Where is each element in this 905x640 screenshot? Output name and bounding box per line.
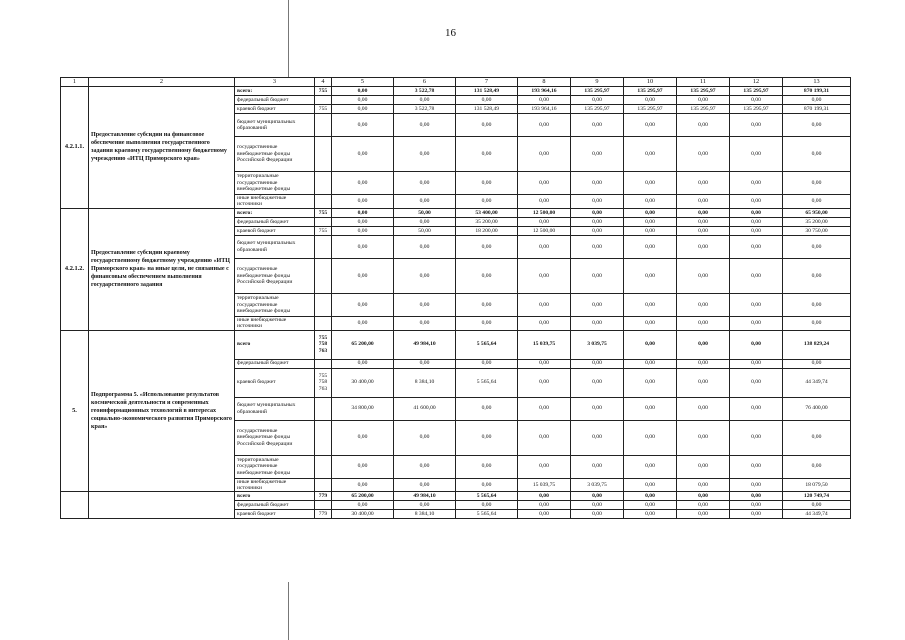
value-col-9: 0,00 [571,235,624,258]
funding-source: территориальные государственные внебюджетные фонды [235,172,315,195]
value-col-9: 0,00 [571,316,624,330]
value-col-7: 0,00 [456,195,518,209]
value-col-10: 0,00 [624,208,677,217]
funding-source: иные внебюджетные источники [235,316,315,330]
value-col-11: 0,00 [677,235,730,258]
value-col-7: 0,00 [456,455,518,478]
value-col-8: 0,00 [518,316,571,330]
value-col-5: 0,00 [332,293,394,316]
value-col-12: 0,00 [730,397,783,420]
value-col-12: 0,00 [730,226,783,235]
value-col-10: 0,00 [624,397,677,420]
value-col-10: 0,00 [624,455,677,478]
value-col-11: 0,00 [677,501,730,510]
value-col-5: 0,00 [332,359,394,368]
value-col-10: 0,00 [624,293,677,316]
value-col-8: 0,00 [518,96,571,105]
value-col-11: 0,00 [677,397,730,420]
value-col-10: 0,00 [624,359,677,368]
value-col-13: 138 829,24 [783,330,851,359]
value-col-5: 0,00 [332,226,394,235]
value-col-10: 0,00 [624,501,677,510]
value-col-13: 30 750,00 [783,226,851,235]
section-description: Предоставление субсидии краевому государственному бюджетному учреждению «ИТЦ Приморского края» на иные цели, не связанные с финансовым обеспечением выполнения государственного задания [89,208,235,330]
value-col-5: 0,00 [332,195,394,209]
value-col-6: 0,00 [394,195,456,209]
budget-code [315,316,332,330]
table-row [61,330,851,359]
funding-source: федеральный бюджет [235,501,315,510]
value-col-10: 0,00 [624,137,677,172]
budget-table [60,77,851,519]
value-col-10: 0,00 [624,217,677,226]
value-col-5: 34 800,00 [332,397,394,420]
scan-fold-line-bottom [288,582,289,640]
value-col-10: 0,00 [624,420,677,455]
value-col-9: 0,00 [571,258,624,293]
value-col-9: 3 039,75 [571,330,624,359]
column-number-12: 12 [730,78,783,87]
value-col-11: 0,00 [677,359,730,368]
value-col-7: 0,00 [456,420,518,455]
value-col-12: 0,00 [730,478,783,492]
value-col-7: 0,00 [456,172,518,195]
column-number-10: 10 [624,78,677,87]
value-col-8: 12 500,00 [518,208,571,217]
value-col-6: 0,00 [394,258,456,293]
value-col-13: 35 200,00 [783,217,851,226]
value-col-11: 0,00 [677,330,730,359]
value-col-12: 0,00 [730,368,783,397]
value-col-6: 0,00 [394,359,456,368]
value-col-11: 0,00 [677,316,730,330]
value-col-6: 3 522,78 [394,87,456,96]
value-col-7: 0,00 [456,114,518,137]
value-col-11: 135 295,97 [677,87,730,96]
value-col-5: 0,00 [332,501,394,510]
budget-code: 755 758 763 [315,330,332,359]
value-col-9: 0,00 [571,492,624,501]
value-col-13: 18 079,50 [783,478,851,492]
value-col-6: 3 522,78 [394,105,456,114]
budget-code [315,217,332,226]
value-col-13: 0,00 [783,420,851,455]
value-col-5: 0,00 [332,208,394,217]
value-col-9: 0,00 [571,172,624,195]
value-col-10: 135 295,97 [624,105,677,114]
value-col-12: 0,00 [730,137,783,172]
budget-code [315,478,332,492]
value-col-12: 135 295,97 [730,105,783,114]
value-col-12: 0,00 [730,208,783,217]
value-col-9: 3 039,75 [571,478,624,492]
budget-code: 755 [315,208,332,217]
funding-source: всего: [235,87,315,96]
value-col-13: 0,00 [783,96,851,105]
value-col-11: 0,00 [677,510,730,519]
budget-code [315,172,332,195]
value-col-12: 0,00 [730,96,783,105]
value-col-13: 0,00 [783,316,851,330]
value-col-8: 0,00 [518,455,571,478]
funding-source: бюджет муниципальных образований [235,114,315,137]
value-col-11: 0,00 [677,226,730,235]
value-col-13: 0,00 [783,195,851,209]
value-col-13: 76 400,00 [783,397,851,420]
value-col-6: 0,00 [394,137,456,172]
value-col-9: 0,00 [571,137,624,172]
value-col-10: 0,00 [624,368,677,397]
value-col-5: 65 200,00 [332,330,394,359]
value-col-12: 0,00 [730,258,783,293]
column-number-5: 5 [332,78,394,87]
value-col-8: 0,00 [518,501,571,510]
table-row [61,208,851,217]
value-col-10: 0,00 [624,226,677,235]
funding-source: государственные внебюджетные фонды Российской Федерации [235,137,315,172]
budget-code: 755 [315,105,332,114]
funding-source: бюджет муниципальных образований [235,235,315,258]
budget-code [315,195,332,209]
header-row [61,78,851,87]
value-col-6: 49 984,10 [394,330,456,359]
budget-code: 755 [315,87,332,96]
value-col-7: 18 200,00 [456,226,518,235]
value-col-9: 0,00 [571,195,624,209]
value-col-12: 0,00 [730,217,783,226]
value-col-5: 30 400,00 [332,368,394,397]
column-number-8: 8 [518,78,571,87]
value-col-9: 0,00 [571,226,624,235]
value-col-8: 0,00 [518,359,571,368]
value-col-5: 0,00 [332,316,394,330]
value-col-7: 0,00 [456,96,518,105]
value-col-6: 0,00 [394,478,456,492]
value-col-7: 0,00 [456,316,518,330]
value-col-11: 0,00 [677,420,730,455]
value-col-6: 0,00 [394,217,456,226]
value-col-6: 8 384,10 [394,510,456,519]
value-col-6: 0,00 [394,172,456,195]
value-col-8: 15 039,75 [518,330,571,359]
budget-code [315,258,332,293]
value-col-8: 0,00 [518,510,571,519]
value-col-10: 135 295,97 [624,87,677,96]
value-col-6: 50,00 [394,226,456,235]
value-col-5: 0,00 [332,258,394,293]
value-col-6: 0,00 [394,501,456,510]
value-col-10: 0,00 [624,114,677,137]
value-col-7: 131 528,49 [456,105,518,114]
value-col-6: 0,00 [394,316,456,330]
value-col-12: 0,00 [730,172,783,195]
column-number-9: 9 [571,78,624,87]
value-col-12: 0,00 [730,492,783,501]
value-col-11: 0,00 [677,172,730,195]
section-description [89,492,235,519]
section-description: Предоставление субсидии на финансовое обеспечение выполнения государственного задания краевому государственному бюджетному учреждению «ИТЦ Приморского края» [89,87,235,209]
column-number-2: 2 [89,78,235,87]
section-number: 4.2.1.1. [61,87,89,209]
funding-source: краевой бюджет [235,105,315,114]
value-col-7: 0,00 [456,293,518,316]
table-body [61,78,851,519]
value-col-8: 0,00 [518,420,571,455]
value-col-12: 0,00 [730,195,783,209]
value-col-12: 0,00 [730,455,783,478]
value-col-13: 44 349,74 [783,368,851,397]
value-col-9: 0,00 [571,420,624,455]
value-col-13: 65 950,00 [783,208,851,217]
value-col-7: 0,00 [456,235,518,258]
value-col-10: 0,00 [624,258,677,293]
page-number: 16 [445,27,456,39]
value-col-12: 0,00 [730,501,783,510]
value-col-13: 870 199,31 [783,87,851,96]
value-col-13: 0,00 [783,235,851,258]
value-col-12: 0,00 [730,420,783,455]
budget-code [315,137,332,172]
budget-code [315,501,332,510]
value-col-7: 0,00 [456,258,518,293]
column-number-3: 3 [235,78,315,87]
section-number: 5. [61,330,89,492]
value-col-5: 0,00 [332,87,394,96]
value-col-7: 5 565,64 [456,492,518,501]
funding-source: государственные внебюджетные фонды Российской Федерации [235,258,315,293]
value-col-6: 0,00 [394,455,456,478]
value-col-8: 0,00 [518,114,571,137]
value-col-9: 0,00 [571,114,624,137]
budget-code [315,293,332,316]
value-col-10: 0,00 [624,492,677,501]
value-col-9: 135 295,97 [571,105,624,114]
value-col-11: 0,00 [677,137,730,172]
value-col-7: 53 400,00 [456,208,518,217]
value-col-8: 0,00 [518,217,571,226]
value-col-6: 41 600,00 [394,397,456,420]
table-row [61,492,851,501]
funding-source: территориальные государственные внебюджетные фонды [235,293,315,316]
value-col-11: 0,00 [677,195,730,209]
section-number [61,492,89,519]
value-col-9: 0,00 [571,368,624,397]
funding-source: федеральный бюджет [235,359,315,368]
value-col-9: 0,00 [571,293,624,316]
column-number-13: 13 [783,78,851,87]
value-col-12: 0,00 [730,235,783,258]
value-col-8: 0,00 [518,235,571,258]
value-col-8: 0,00 [518,397,571,420]
value-col-6: 0,00 [394,96,456,105]
funding-source: всего: [235,208,315,217]
funding-source: иные внебюджетные источники [235,195,315,209]
value-col-7: 5 565,64 [456,330,518,359]
value-col-13: 0,00 [783,359,851,368]
value-col-7: 0,00 [456,397,518,420]
value-col-10: 0,00 [624,235,677,258]
section-number: 4.2.1.2. [61,208,89,330]
funding-source: всего [235,330,315,359]
value-col-6: 50,00 [394,208,456,217]
value-col-7: 5 565,64 [456,368,518,397]
budget-code: 755 758 763 [315,368,332,397]
value-col-13: 870 199,31 [783,105,851,114]
value-col-11: 0,00 [677,208,730,217]
value-col-11: 0,00 [677,96,730,105]
value-col-11: 0,00 [677,114,730,137]
value-col-11: 0,00 [677,492,730,501]
value-col-9: 135 295,97 [571,87,624,96]
value-col-6: 0,00 [394,114,456,137]
value-col-13: 0,00 [783,258,851,293]
funding-source: краевой бюджет [235,226,315,235]
section-description: Подпрограмма 5. «Использование результатов космической деятельности и современных геоинформационных технологий в интересах социально-экономического развития Приморского края» [89,330,235,492]
budget-code [315,114,332,137]
value-col-6: 0,00 [394,235,456,258]
value-col-9: 0,00 [571,501,624,510]
budget-code [315,455,332,478]
value-col-5: 0,00 [332,96,394,105]
value-col-7: 131 528,49 [456,87,518,96]
value-col-5: 0,00 [332,137,394,172]
value-col-8: 193 964,16 [518,87,571,96]
value-col-8: 0,00 [518,492,571,501]
value-col-13: 0,00 [783,172,851,195]
value-col-12: 0,00 [730,293,783,316]
value-col-11: 135 295,97 [677,105,730,114]
value-col-5: 0,00 [332,217,394,226]
value-col-5: 30 400,00 [332,510,394,519]
funding-source: федеральный бюджет [235,217,315,226]
value-col-13: 0,00 [783,455,851,478]
value-col-7: 5 565,64 [456,510,518,519]
budget-code [315,96,332,105]
value-col-10: 0,00 [624,195,677,209]
budget-code: 779 [315,492,332,501]
value-col-10: 0,00 [624,478,677,492]
value-col-5: 0,00 [332,455,394,478]
value-col-13: 44 349,74 [783,510,851,519]
value-col-11: 0,00 [677,258,730,293]
funding-source: бюджет муниципальных образований [235,397,315,420]
column-number-11: 11 [677,78,730,87]
value-col-13: 0,00 [783,114,851,137]
value-col-10: 0,00 [624,96,677,105]
funding-source: краевой бюджет [235,510,315,519]
value-col-8: 0,00 [518,195,571,209]
funding-source: всего [235,492,315,501]
value-col-12: 0,00 [730,330,783,359]
value-col-8: 0,00 [518,172,571,195]
budget-code [315,420,332,455]
value-col-8: 193 964,16 [518,105,571,114]
value-col-13: 0,00 [783,293,851,316]
value-col-6: 8 384,10 [394,368,456,397]
value-col-9: 0,00 [571,208,624,217]
value-col-11: 0,00 [677,478,730,492]
value-col-8: 0,00 [518,137,571,172]
value-col-13: 0,00 [783,137,851,172]
value-col-13: 0,00 [783,501,851,510]
budget-code: 755 [315,226,332,235]
value-col-9: 0,00 [571,397,624,420]
value-col-12: 0,00 [730,359,783,368]
value-col-5: 0,00 [332,105,394,114]
value-col-5: 0,00 [332,478,394,492]
budget-code: 779 [315,510,332,519]
value-col-7: 0,00 [456,359,518,368]
value-col-5: 0,00 [332,172,394,195]
value-col-12: 0,00 [730,316,783,330]
value-col-8: 0,00 [518,293,571,316]
funding-source: федеральный бюджет [235,96,315,105]
value-col-9: 0,00 [571,510,624,519]
value-col-11: 0,00 [677,217,730,226]
table-row [61,87,851,96]
value-col-10: 0,00 [624,172,677,195]
column-number-1: 1 [61,78,89,87]
value-col-9: 0,00 [571,217,624,226]
value-col-5: 0,00 [332,114,394,137]
value-col-8: 0,00 [518,258,571,293]
funding-source: государственные внебюджетные фонды Российской Федерации [235,420,315,455]
value-col-6: 0,00 [394,293,456,316]
value-col-5: 65 200,00 [332,492,394,501]
budget-code [315,359,332,368]
value-col-8: 0,00 [518,368,571,397]
funding-source: краевой бюджет [235,368,315,397]
value-col-9: 0,00 [571,96,624,105]
value-col-9: 0,00 [571,359,624,368]
value-col-6: 0,00 [394,420,456,455]
value-col-10: 0,00 [624,316,677,330]
value-col-11: 0,00 [677,368,730,397]
value-col-12: 0,00 [730,114,783,137]
value-col-9: 0,00 [571,455,624,478]
value-col-8: 15 039,75 [518,478,571,492]
column-number-7: 7 [456,78,518,87]
funding-source: иные внебюджетные источники [235,478,315,492]
funding-source: территориальные государственные внебюджетные фонды [235,455,315,478]
value-col-5: 0,00 [332,420,394,455]
value-col-7: 35 200,00 [456,217,518,226]
value-col-7: 0,00 [456,478,518,492]
value-col-5: 0,00 [332,235,394,258]
value-col-6: 49 984,10 [394,492,456,501]
value-col-13: 120 749,74 [783,492,851,501]
value-col-8: 12 500,00 [518,226,571,235]
value-col-7: 0,00 [456,137,518,172]
budget-code [315,397,332,420]
value-col-12: 0,00 [730,510,783,519]
value-col-7: 0,00 [456,501,518,510]
scan-fold-line-top [288,0,289,77]
budget-code [315,235,332,258]
column-number-6: 6 [394,78,456,87]
value-col-10: 0,00 [624,510,677,519]
column-number-4: 4 [315,78,332,87]
value-col-10: 0,00 [624,330,677,359]
value-col-11: 0,00 [677,455,730,478]
value-col-12: 135 295,97 [730,87,783,96]
value-col-11: 0,00 [677,293,730,316]
